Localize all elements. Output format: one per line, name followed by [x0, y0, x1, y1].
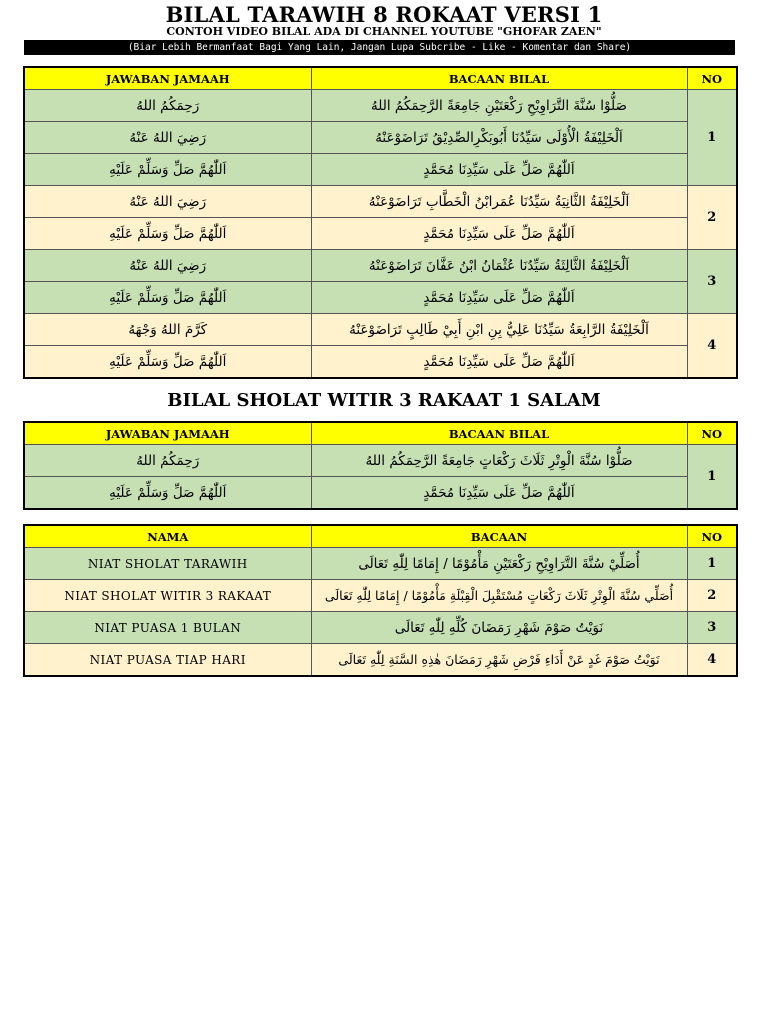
bacaan-cell: نَوَيْتُ صَوْمَ شَهْرِ رَمَضَانَ كُلِّهِ لِلّٰهِ تَعَالَى [311, 612, 687, 644]
no-cell: 1 [687, 90, 737, 186]
table-row [24, 314, 737, 346]
page-subtitle: CONTOH VIDEO BILAL ADA DI CHANNEL YOUTUBE "GHOFAR ZAEN" [166, 25, 602, 38]
table-row [24, 445, 737, 477]
bacaan-cell: اَللّٰهُمَّ صَلِّ عَلَى سَيِّدِنَا مُحَمَّدٍ [311, 218, 687, 250]
table-row [24, 122, 737, 154]
jawaban-cell: رَضِيَ اللهُ عَنْهُ [24, 250, 311, 282]
bacaan-cell: صَلُّوْا سُنَّةَ التَّرَاوِيْحِ رَكْعَتَيْنِ جَامِعَةً الرَّحِمَكُمُ اللهُ [311, 90, 687, 122]
bacaan-cell: اَللّٰهُمَّ صَلِّ عَلَى سَيِّدِنَا مُحَمَّدٍ [311, 282, 687, 314]
info-banner: (Biar Lebih Bermanfaat Bagi Yang Lain, Jangan Lupa Subcribe - Like - Komentar dan Share) [24, 40, 735, 55]
table-row [24, 154, 737, 186]
no-cell: 3 [687, 612, 737, 644]
tarawih-table [23, 66, 738, 379]
table-row [24, 644, 737, 677]
header-jawaban: JAWABAN JAMAAH [24, 422, 311, 445]
table-row [24, 612, 737, 644]
nama-cell: NIAT SHOLAT TARAWIH [24, 548, 311, 580]
header-no: NO [687, 525, 737, 548]
jawaban-cell: رَضِيَ اللهُ عَنْهُ [24, 186, 311, 218]
table-row [24, 282, 737, 314]
bacaan-cell: اَللّٰهُمَّ صَلِّ عَلَى سَيِّدِنَا مُحَمَّدٍ [311, 154, 687, 186]
jawaban-cell: اَللّٰهُمَّ صَلِّ وَسَلِّمْ عَلَيْهِ [24, 477, 311, 510]
witir-table [23, 421, 738, 510]
no-cell: 4 [687, 314, 737, 379]
no-cell: 4 [687, 644, 737, 677]
jawaban-cell: اَللّٰهُمَّ صَلِّ وَسَلِّمْ عَلَيْهِ [24, 154, 311, 186]
table-row [24, 346, 737, 379]
no-cell: 1 [687, 445, 737, 510]
jawaban-cell: اَللّٰهُمَّ صَلِّ وَسَلِّمْ عَلَيْهِ [24, 218, 311, 250]
bacaan-cell: اَلْخَلِيْفَةُ الثَّانِيَةُ سَيِّدُنَا عُمَرابْنُ الْخَطَّابِ تَرَاضَوْعَنْهُ [311, 186, 687, 218]
no-cell: 1 [687, 548, 737, 580]
page-title: BILAL TARAWIH 8 ROKAAT VERSI 1 [165, 2, 603, 27]
bacaan-cell: اَللّٰهُمَّ صَلِّ عَلَى سَيِّدِنَا مُحَمَّدٍ [311, 346, 687, 379]
table-row [24, 90, 737, 122]
header-jawaban: JAWABAN JAMAAH [24, 67, 311, 90]
no-cell: 2 [687, 580, 737, 612]
jawaban-cell: اَللّٰهُمَّ صَلِّ وَسَلِّمْ عَلَيْهِ [24, 346, 311, 379]
table-row [24, 477, 737, 510]
niat-table [23, 524, 738, 677]
no-cell: 2 [687, 186, 737, 250]
no-cell: 3 [687, 250, 737, 314]
jawaban-cell: كَرَّمَ اللهُ وَجْهَهُ [24, 314, 311, 346]
header-nama: NAMA [24, 525, 311, 548]
witir-section-title: BILAL SHOLAT WITIR 3 RAKAAT 1 SALAM [167, 390, 601, 411]
table-header-row [24, 422, 737, 445]
bacaan-cell: أُصَلِّي سُنَّةَ الْوِتْرِ ثَلَاثَ رَكْعَاتٍ مُسْتَقْبِلَ الْقِبْلَةِ مَأْمُوْمًا / إِمَامًا لِلّٰهِ تَعَالَى [311, 580, 687, 612]
header-bacaan: BACAAN BILAL [311, 67, 687, 90]
table-header-row [24, 67, 737, 90]
jawaban-cell: اَللّٰهُمَّ صَلِّ وَسَلِّمْ عَلَيْهِ [24, 282, 311, 314]
bacaan-cell: اَلْخَلِيْفَةُ الْأُوْلَى سَيِّدُنَا أَبُوبَكْرِالصِّدِيْقُ تَرَاضَوْعَنْهُ [311, 122, 687, 154]
bacaan-cell: أُصَلِّيْ سُنَّةَ التَّرَاوِيْحِ رَكْعَتَيْنِ مَأْمُوْمًا / إِمَامًا لِلّٰهِ تَعَالَى [311, 548, 687, 580]
bacaan-cell: اَلْخَلِيْفَةُ الرَّابِعَةُ سَيِّدُنَا عَلِيُّ بِنِ ابْنِ أَبِيْ طَالِبٍ تَرَاضَوْعَنْهُ [311, 314, 687, 346]
header-bacaan: BACAAN [311, 525, 687, 548]
nama-cell: NIAT PUASA 1 BULAN [24, 612, 311, 644]
table-row [24, 580, 737, 612]
bacaan-cell: صَلُّوْا سُنَّةَ الْوِتْرِ ثَلَاثَ رَكْعَاتٍ جَامِعَةً الرَّحِمَكُمُ اللهُ [311, 445, 687, 477]
bacaan-cell: اَلْخَلِيْفَةُ الثَّالِثَةُ سَيِّدُنَا عُثْمَانُ ابْنُ عَفَّانَ تَرَاضَوْعَنْهُ [311, 250, 687, 282]
table-header-row [24, 525, 737, 548]
header-bacaan: BACAAN BILAL [311, 422, 687, 445]
jawaban-cell: رَحِمَكُمُ اللهُ [24, 445, 311, 477]
bacaan-cell: نَوَيْتُ صَوْمَ غَدٍ عَنْ أَدَاءِ فَرْضِ شَهْرِ رَمَضَانَ هٰذِهِ السَّنَةِ لِلّٰهِ تَعَالَى [311, 644, 687, 677]
nama-cell: NIAT PUASA TIAP HARI [24, 644, 311, 677]
table-row [24, 548, 737, 580]
nama-cell: NIAT SHOLAT WITIR 3 RAKAAT [24, 580, 311, 612]
jawaban-cell: رَضِيَ اللهُ عَنْهُ [24, 122, 311, 154]
table-row [24, 218, 737, 250]
bacaan-cell: اَللّٰهُمَّ صَلِّ عَلَى سَيِّدِنَا مُحَمَّدٍ [311, 477, 687, 510]
jawaban-cell: رَحِمَكُمُ اللهُ [24, 90, 311, 122]
header-no: NO [687, 67, 737, 90]
table-row [24, 186, 737, 218]
header-no: NO [687, 422, 737, 445]
table-row [24, 250, 737, 282]
